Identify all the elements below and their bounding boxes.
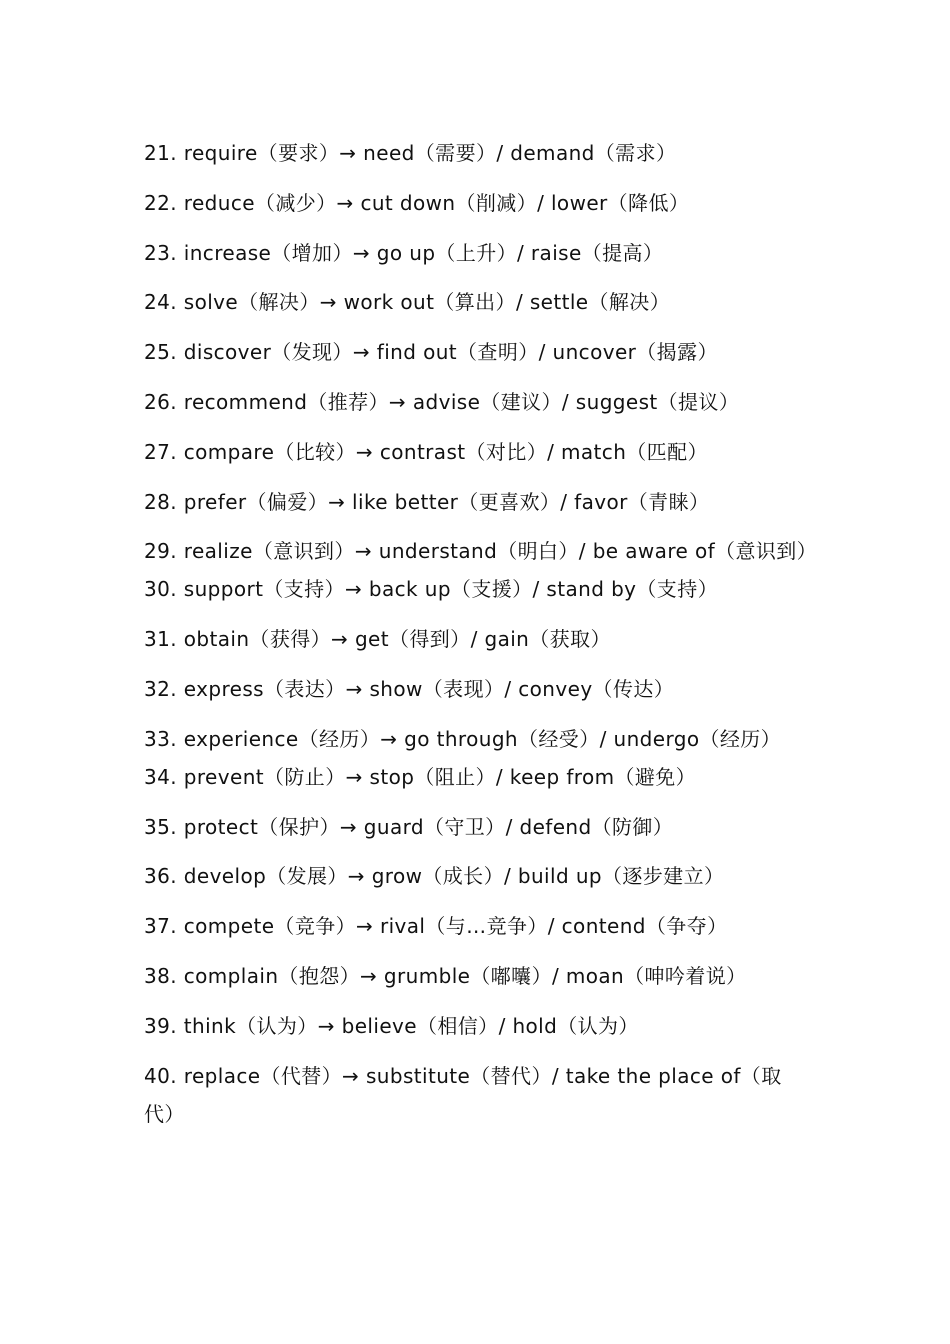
list-item: 26. recommend（推荐）→ advise（建议）/ suggest（提议） bbox=[144, 389, 740, 414]
list-item: 32. express（表达）→ show（表现）/ convey（传达） bbox=[144, 676, 675, 701]
list-item: 37. compete（竞争）→ rival（与…竞争）/ contend（争夺） bbox=[144, 914, 728, 939]
list-item: 35. protect（保护）→ guard（守卫）/ defend（防御） bbox=[144, 814, 674, 839]
list-item: 36. develop（发展）→ grow（成长）/ build up（逐步建立） bbox=[144, 864, 725, 889]
list-item: 34. prevent（防止）→ stop（阻止）/ keep from（避免） bbox=[144, 764, 697, 789]
list-item: 25. discover（发现）→ find out（查明）/ uncover（揭露） bbox=[144, 340, 718, 365]
list-item: 28. prefer（偏爱）→ like better（更喜欢）/ favor（青睐） bbox=[144, 489, 710, 514]
list-item: 39. think（认为）→ believe（相信）/ hold（认为） bbox=[144, 1013, 639, 1038]
list-item: 33. experience（经历）→ go through（经受）/ undergo（经历） bbox=[144, 726, 782, 751]
list-item: 40. replace（代替）→ substitute（替代）/ take the place of（取代） bbox=[144, 1063, 782, 1126]
list-item: 29. realize（意识到）→ understand（明白）/ be aware of（意识到） bbox=[144, 539, 818, 564]
list-item: 24. solve（解决）→ work out（算出）/ settle（解决） bbox=[144, 290, 671, 315]
list-item: 21. require（要求）→ need（需要）/ demand（需求） bbox=[144, 141, 677, 165]
list-item: 23. increase（增加）→ go up（上升）/ raise（提高） bbox=[144, 240, 664, 265]
list-item: 38. complain（抱怨）→ grumble（嘟囔）/ moan（呻吟着说） bbox=[144, 963, 747, 988]
list-item: 22. reduce（减少）→ cut down（削减）/ lower（降低） bbox=[144, 190, 690, 215]
list-item: 27. compare（比较）→ contrast（对比）/ match（匹配） bbox=[144, 439, 708, 464]
list-item: 31. obtain（获得）→ get（得到）/ gain（获取） bbox=[144, 627, 611, 652]
vocabulary-list bbox=[144, 134, 818, 1133]
list-item: 30. support（支持）→ back up（支援）/ stand by（支持） bbox=[144, 577, 718, 602]
